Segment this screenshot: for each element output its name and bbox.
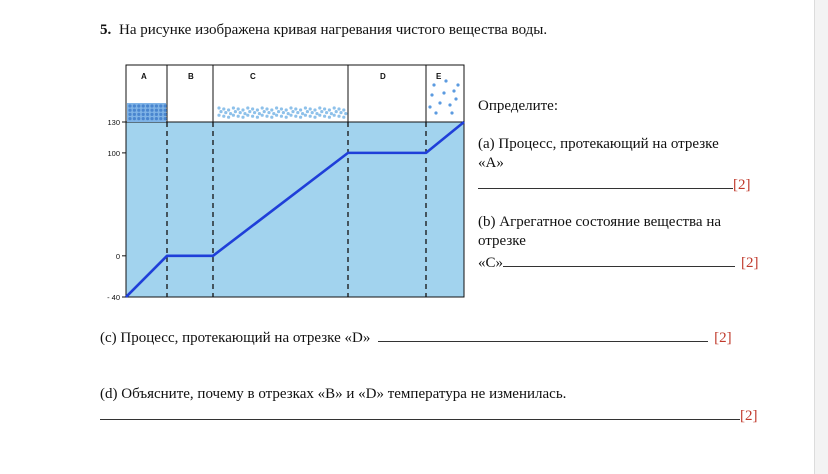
- liquid-particle: [237, 115, 240, 118]
- liquid-particle: [256, 108, 259, 111]
- answer-blank[interactable]: [503, 253, 735, 267]
- y-tick-label: 100: [107, 148, 120, 158]
- liquid-particle: [219, 110, 222, 113]
- ice-particle: [150, 113, 153, 116]
- liquid-particle: [270, 116, 273, 119]
- liquid-particle: [234, 110, 237, 113]
- liquid-particle: [239, 111, 242, 114]
- liquid-particle: [232, 106, 235, 109]
- liquid-particle: [309, 115, 312, 118]
- ice-particle: [159, 117, 162, 120]
- liquid-particle: [222, 115, 225, 118]
- liquid-particle: [342, 108, 345, 111]
- liquid-particle: [333, 114, 336, 117]
- liquid-particle: [241, 116, 244, 119]
- ice-particle: [146, 113, 149, 116]
- liquid-particle: [294, 115, 297, 118]
- plot-area: [126, 122, 464, 297]
- liquid-particle: [301, 112, 304, 115]
- ice-particle: [142, 113, 145, 116]
- state-strip: [126, 65, 464, 122]
- ice-particle: [146, 109, 149, 112]
- liquid-particle: [263, 110, 266, 113]
- ice-particle: [146, 104, 149, 107]
- segment-label-D: D: [380, 72, 386, 81]
- liquid-particle: [251, 107, 254, 110]
- liquid-particle: [318, 106, 321, 109]
- liquid-particle: [328, 108, 331, 111]
- liquid-particle: [251, 115, 254, 118]
- ice-particle: [142, 109, 145, 112]
- part-d-text: (d) Объясните, почему в отрезках «B» и «D» температура не изменилась.: [100, 386, 567, 402]
- part-d-answer-line: [100, 406, 758, 425]
- liquid-particle: [246, 114, 249, 117]
- ice-particle: [164, 117, 167, 120]
- liquid-particle: [248, 110, 251, 113]
- ice-particle: [164, 104, 167, 107]
- part-b-text: (b) Агрегатное состояние вещества на: [478, 214, 722, 230]
- gas-particle: [430, 93, 433, 96]
- segment-label-A: A: [141, 72, 147, 81]
- gas-particle: [442, 91, 445, 94]
- liquid-particle: [304, 106, 307, 109]
- ice-particle: [142, 104, 145, 107]
- part-a-text: (a) Процесс, протекающий на отрезке: [478, 136, 719, 152]
- ice-particle: [159, 109, 162, 112]
- gas-particle: [450, 111, 453, 114]
- liquid-particle: [275, 114, 278, 117]
- liquid-particle: [311, 111, 314, 114]
- liquid-particle: [337, 115, 340, 118]
- segment-label-C: C: [250, 72, 256, 81]
- liquid-particle: [253, 111, 256, 114]
- liquid-particle: [320, 110, 323, 113]
- mark-c: [2]: [714, 330, 732, 346]
- ice-particle: [142, 117, 145, 120]
- liquid-particle: [280, 115, 283, 118]
- heating-curve-chart: [100, 60, 480, 310]
- liquid-particle: [306, 110, 309, 113]
- liquid-particle: [342, 116, 345, 119]
- ice-particle: [133, 109, 136, 112]
- answer-blank[interactable]: [478, 175, 733, 189]
- liquid-particle: [265, 107, 268, 110]
- ice-particle: [137, 113, 140, 116]
- ice-particle: [155, 109, 158, 112]
- liquid-particle: [280, 107, 283, 110]
- liquid-particle: [291, 110, 294, 113]
- liquid-particle: [330, 112, 333, 115]
- gas-particle: [444, 79, 447, 82]
- liquid-particle: [237, 107, 240, 110]
- liquid-particle: [309, 107, 312, 110]
- ice-particle: [133, 104, 136, 107]
- liquid-particle: [328, 116, 331, 119]
- part-c-text: (c) Процесс, протекающий на отрезке «D»: [100, 330, 371, 346]
- y-tick-label: - 40: [107, 293, 120, 302]
- liquid-particle: [243, 112, 246, 115]
- ice-particle: [159, 113, 162, 116]
- gas-particle: [452, 89, 455, 92]
- ice-particle: [137, 117, 140, 120]
- liquid-particle: [275, 106, 278, 109]
- liquid-particle: [246, 106, 249, 109]
- liquid-particle: [270, 108, 273, 111]
- liquid-particle: [337, 107, 340, 110]
- mark-b: [2]: [741, 255, 759, 271]
- ice-particle: [150, 117, 153, 120]
- liquid-particle: [272, 112, 275, 115]
- answer-blank[interactable]: [100, 406, 740, 420]
- question-number: 5.: [100, 22, 112, 38]
- question-title: На рисунке изображена кривая нагревания чистого вещества воды.: [119, 22, 548, 38]
- liquid-particle: [315, 112, 318, 115]
- liquid-particle: [287, 112, 290, 115]
- part-a-text-cont: «А»: [478, 155, 504, 171]
- ice-particle: [128, 113, 131, 116]
- question-heading: [100, 22, 547, 39]
- ice-particle: [146, 117, 149, 120]
- liquid-particle: [285, 116, 288, 119]
- liquid-particle: [335, 110, 338, 113]
- ice-particle: [155, 113, 158, 116]
- y-tick-label: 0: [115, 251, 120, 261]
- liquid-particle: [285, 108, 288, 111]
- liquid-particle: [256, 116, 259, 119]
- liquid-particle: [296, 111, 299, 114]
- page-edge: [814, 0, 828, 474]
- liquid-particle: [227, 108, 230, 111]
- gas-particle: [438, 101, 441, 104]
- liquid-particle: [217, 106, 220, 109]
- liquid-particle: [289, 106, 292, 109]
- answer-blank[interactable]: [378, 328, 708, 342]
- liquid-particle: [277, 110, 280, 113]
- gas-particle: [434, 111, 437, 114]
- liquid-particle: [241, 108, 244, 111]
- ice-particle: [164, 113, 167, 116]
- ice-particle: [128, 109, 131, 112]
- mark-d: [2]: [740, 408, 758, 424]
- ice-particle: [159, 104, 162, 107]
- ice-particle: [155, 104, 158, 107]
- part-c-line: [100, 328, 732, 347]
- liquid-particle: [222, 107, 225, 110]
- ice-particle: [137, 104, 140, 107]
- part-b-text-cont: отрезке: [478, 233, 526, 249]
- ice-particle: [128, 104, 131, 107]
- ice-particle: [133, 113, 136, 116]
- liquid-particle: [318, 114, 321, 117]
- liquid-particle: [258, 112, 261, 115]
- part-a-answer-line: [478, 175, 751, 194]
- segment-label-B: B: [188, 72, 194, 81]
- liquid-particle: [339, 111, 342, 114]
- liquid-particle: [323, 107, 326, 110]
- liquid-particle: [229, 112, 232, 115]
- y-tick-label: 130: [107, 118, 120, 127]
- liquid-particle: [261, 114, 264, 117]
- gas-particle: [448, 103, 451, 106]
- liquid-particle: [267, 111, 270, 114]
- part-b-label-c: «С»: [478, 255, 504, 271]
- liquid-particle: [304, 114, 307, 117]
- liquid-particle: [344, 112, 347, 115]
- gas-particle: [432, 83, 435, 86]
- liquid-particle: [224, 111, 227, 114]
- ice-particle: [137, 109, 140, 112]
- ice-particle: [164, 109, 167, 112]
- ice-particle: [150, 104, 153, 107]
- gas-particle: [456, 83, 459, 86]
- liquid-particle: [299, 116, 302, 119]
- liquid-particle: [232, 114, 235, 117]
- liquid-particle: [294, 107, 297, 110]
- liquid-particle: [227, 116, 230, 119]
- liquid-particle: [217, 114, 220, 117]
- liquid-particle: [299, 108, 302, 111]
- liquid-particle: [313, 116, 316, 119]
- liquid-particle: [261, 106, 264, 109]
- liquid-particle: [313, 108, 316, 111]
- ice-particle: [133, 117, 136, 120]
- liquid-particle: [333, 106, 336, 109]
- ice-particle: [150, 109, 153, 112]
- gas-particle: [454, 97, 457, 100]
- liquid-particle: [282, 111, 285, 114]
- part-b-answer-line: [478, 253, 759, 272]
- liquid-particle: [289, 114, 292, 117]
- segment-label-E: E: [436, 72, 442, 81]
- liquid-particle: [265, 115, 268, 118]
- ice-particle: [128, 117, 131, 120]
- mark-a: [2]: [733, 177, 751, 193]
- gas-particle: [428, 105, 431, 108]
- prompt-label: Определите:: [478, 98, 559, 114]
- liquid-particle: [325, 111, 328, 114]
- liquid-particle: [323, 115, 326, 118]
- ice-particle: [155, 117, 158, 120]
